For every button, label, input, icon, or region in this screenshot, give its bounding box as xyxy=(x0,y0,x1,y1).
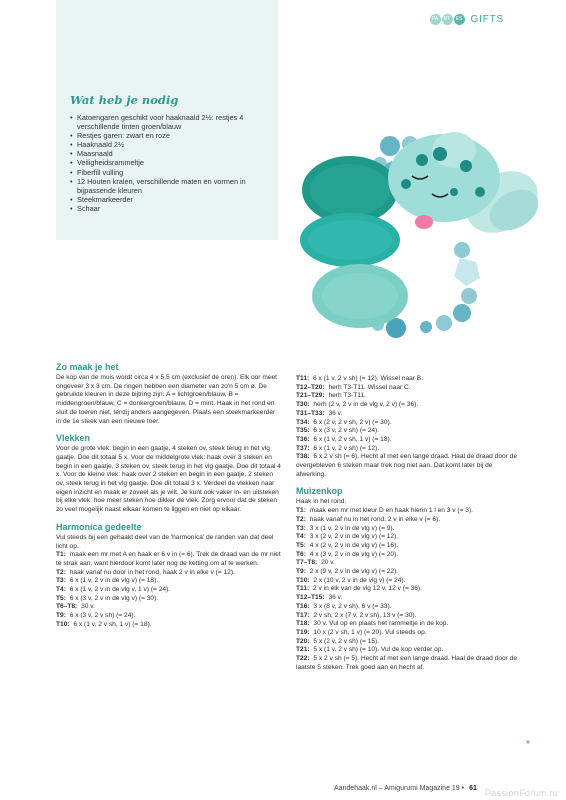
row-text: 6 x (1 v, 2 v sh) (= 12). xyxy=(313,444,380,452)
pattern-row xyxy=(56,569,282,578)
row-label: T4: xyxy=(296,533,306,541)
row-label: T11: xyxy=(296,375,310,382)
row-label: T10: xyxy=(296,576,310,584)
pattern-row xyxy=(296,551,520,560)
pattern-row xyxy=(296,585,520,594)
row-label: T19: xyxy=(296,628,310,636)
row-label: T20: xyxy=(296,637,310,645)
row-text: 5 x 2 v sh (= 5). Hecht af met een lange draad. Haal de draad door de laatste 5 steken. Trek goed aan en hecht af. xyxy=(296,655,518,671)
row-text: 10 x (2 v sh, 1 v) (= 20). Vul steeds op. xyxy=(313,628,427,636)
pattern-row xyxy=(296,445,520,454)
row-label: T7–T8: xyxy=(296,559,318,567)
row-label: T34: xyxy=(296,418,310,426)
mouse-head xyxy=(388,132,549,245)
pattern-row xyxy=(296,655,520,672)
category-dot: ES xyxy=(454,14,465,25)
row-text: herh (2 v, 2 v in de vlg v, 2 v) (= 36). xyxy=(313,401,419,409)
row-label: T2: xyxy=(56,568,66,576)
teething-ring-photo xyxy=(294,110,552,340)
row-text: 2 x (9 v, 2 v in de vlg v) (= 22). xyxy=(309,568,399,576)
pattern-row xyxy=(296,375,520,384)
row-text: 3 x (8 v, 2 v sh), 6 v (= 33). xyxy=(313,602,392,610)
pattern-row xyxy=(56,595,282,604)
row-label: T2: xyxy=(296,515,306,523)
pattern-row xyxy=(296,542,520,551)
row-label: T1: xyxy=(56,551,66,559)
pattern-row xyxy=(296,384,520,393)
pattern-row xyxy=(56,577,282,586)
row-text: 6 x (1 v, 2 v sh, 1 v) (= 18). xyxy=(313,435,392,443)
row-text: maak een mr met kleur D en haak hierin 1 l en 3 v (= 3). xyxy=(309,507,474,515)
row-label: T9: xyxy=(56,612,66,620)
row-label: T11: xyxy=(296,585,310,593)
row-label: T3: xyxy=(296,524,306,532)
materials-item: • Fiberfill vulling xyxy=(70,168,276,177)
pattern-row xyxy=(296,568,520,577)
row-text: 5 x (1 v, 2 v sh) (= 10). Vul de kop verder op. xyxy=(313,646,444,654)
row-label: T12–T15: xyxy=(296,594,325,602)
page-number: 61 xyxy=(469,785,477,792)
section-title: Vlekken xyxy=(56,433,91,444)
pattern-row xyxy=(56,621,282,630)
row-text: 6 x (1 v, 2 v in de vlg v) (= 18). xyxy=(69,577,159,585)
pattern-row xyxy=(296,453,520,479)
row-label: T31–T33: xyxy=(296,409,325,417)
pattern-row xyxy=(296,525,520,534)
pattern-row xyxy=(296,559,520,568)
row-label: T21–T29: xyxy=(296,392,325,400)
pattern-row xyxy=(296,410,520,419)
row-text: 4 x (2 v, 2 v in de vlg v) (= 16). xyxy=(309,541,399,549)
row-label: T17: xyxy=(296,611,310,619)
row-text: 20 v. xyxy=(321,559,335,567)
row-label: T5: xyxy=(56,594,66,602)
category-dot: RT xyxy=(442,14,453,25)
row-label: T38: xyxy=(296,453,310,461)
row-text: 30 v. xyxy=(81,603,95,611)
row-text: 36 v. xyxy=(328,594,343,602)
row-label: T1: xyxy=(296,507,306,515)
materials-item: • Restjes garen: zwart en roze xyxy=(70,131,276,140)
harmonica-paragraph: Vul steeds bij een gehaakt deel van de 'harmonica' de randen van dat deel licht op. xyxy=(56,533,274,550)
pattern-row xyxy=(296,629,520,638)
row-text: 6 x 2 v sh (= 6). Hecht af met een lange draad. Haal de draad door de overgebleven 6 steken maar trek nog niet aan. Dat komt later bij de afwerking. xyxy=(296,453,518,478)
row-text: 30 v. Vul op en plaats het rammeltje in de kop. xyxy=(313,620,449,628)
pattern-row xyxy=(296,427,520,436)
row-text: 2 x (10 v, 2 v in de vlg v) (= 24). xyxy=(313,576,406,584)
materials-panel xyxy=(56,0,278,240)
materials-list xyxy=(70,113,276,213)
row-label: T10: xyxy=(56,620,70,628)
row-label: T12–T20: xyxy=(296,383,325,391)
category-dot: PA xyxy=(430,14,441,25)
pattern-row xyxy=(296,612,520,621)
row-text: herh T3-T11. Wissel naar C. xyxy=(328,383,411,391)
row-text: 36 v. xyxy=(328,409,343,417)
category-dots xyxy=(430,14,465,25)
pattern-row xyxy=(296,594,520,603)
row-text: 2 v in elk van de vlg 12 v, 12 v (= 36). xyxy=(313,585,422,593)
row-text: 6 x (1 v, 2 v sh) (= 12). Wissel naar B. xyxy=(313,375,424,382)
materials-item: • Schaar xyxy=(70,204,276,213)
row-text: 4 x (3 v, 2 v in de vlg v) (= 20). xyxy=(309,550,399,558)
section-title: Muizenkop xyxy=(296,486,343,497)
section-title: Zo maak je het xyxy=(56,362,119,372)
row-label: T4: xyxy=(56,586,66,594)
continue-arrow-icon: » xyxy=(526,739,530,746)
row-label: T5: xyxy=(296,541,306,549)
watermark: PassionForum.ru xyxy=(484,788,558,798)
row-label: T6–T8: xyxy=(56,603,78,611)
pattern-row xyxy=(296,577,520,586)
row-text: haak vanaf nu door in het rond, haak 2 v in elke v (= 12). xyxy=(69,568,235,576)
materials-item: • Maasnaald xyxy=(70,149,276,158)
row-text: 2 v sh, 2 x (7 v, 2 v sh), 13 v (= 30). xyxy=(313,611,417,619)
row-text: 6 x (1 v, 2 v in de vlg v, 1 v) (= 24). xyxy=(69,586,171,594)
instructions-left-column xyxy=(56,362,282,630)
instructions-right-column xyxy=(296,375,520,673)
materials-item: • Haaknaald 2½ xyxy=(70,140,276,149)
row-label: T30: xyxy=(296,401,310,409)
row-text: herh T3-T11. xyxy=(328,392,366,400)
pattern-row xyxy=(56,586,282,595)
row-text: 6 x (2 v, 2 v sh, 2 v) (= 30). xyxy=(313,418,392,426)
pattern-row xyxy=(56,551,282,568)
row-text: 6 x (3 v, 2 v in de vlg v) (= 30). xyxy=(69,594,159,602)
pattern-row xyxy=(296,392,520,401)
row-label: T16: xyxy=(296,602,310,610)
page-header xyxy=(430,14,504,25)
row-label: T3: xyxy=(56,577,66,585)
row-text: maak een mr met A en haak er 6 v in (= 6). Trek de draad van de mr niet te strak aan, want hierdoor komt later nog de ketting om af te werken. xyxy=(56,551,281,567)
pattern-row xyxy=(56,603,282,612)
materials-item: • 12 Houten kralen, verschillende maten en vormen in bijpassende kleuren xyxy=(70,177,276,195)
intro-paragraph: De kop van de muis wordt circa 4 x 5,5 cm (exclusief de oren). Elk oor meet ongeveer 3 x 3 cm. De ringen hebben een diameter van zo'n 5 cm ø. De gebruikte kleuren in deze bijtring zijn: A = lichtgroen/blauw, B = middengroen/blauw, C = donkergroen/blauw, D = mint. Haak in het rond en sluit de toeren niet, tenzij anders aangegeven. Plaats een steekmarkeerder in de 1e steek van een nieuwe toer. xyxy=(56,374,277,425)
pattern-row xyxy=(296,507,520,516)
materials-title: Wat heb je nodig xyxy=(70,93,179,107)
row-label: T37: xyxy=(296,444,310,452)
row-label: T22: xyxy=(296,655,310,663)
spots-paragraph: Voor de grote vlek: begin in een gaatje, 4 steken ov, steek terug in het vlg gaatje. Doe dit totaal 5 x. Voor de middelgrote vlek: haak over 3 steken en begin in een gaatje, 3 steken ov, steek terug in het vlg gaatje. Doe dit totaal 4 x. Voor de kleine vlek: haak over 2 steken en begin in een gaatje, 2 steken ov, steek terug in het vlg gaatje. Doe dit totaal 3 x. Verdeel de vlekken naar eigen inzicht en maak er zoveel als je wilt. Je kunt ook vaker in- en uitsteken bij elke vlek: hoe meer steken hoe dikker de vlek. Zorg ervoor dat de steken zo veel mogelijk naast elkaar komen te liggen en niet op elkaar. xyxy=(56,445,281,514)
pattern-row xyxy=(296,436,520,445)
footer-separator: • xyxy=(461,785,465,792)
materials-item: • Katoengaren geschikt voor haaknaald 2½: restjes 4 verschillende tinten groen/blauw xyxy=(70,113,276,131)
category-label: GIFTS xyxy=(470,14,504,25)
row-text: 3 x (2 v, 2 v in de vlg v) (= 12). xyxy=(309,533,399,541)
row-label: T35: xyxy=(296,427,310,435)
row-label: T9: xyxy=(296,568,306,576)
pattern-row xyxy=(296,646,520,655)
row-text: 3 x (1 v, 2 v in de vlg v) (= 9). xyxy=(309,524,395,532)
footer-source: Aandehaak.nl – Amigurumi Magazine 19 xyxy=(334,785,460,792)
head-intro: Haak in het rond. xyxy=(296,498,347,506)
pattern-row xyxy=(296,603,520,612)
row-text: haak vanaf nu in het rond, 2 v in elke v (= 6). xyxy=(309,515,441,523)
row-label: T21: xyxy=(296,646,310,654)
pattern-row xyxy=(296,620,520,629)
row-text: 5 x (2 v, 2 v sh) (= 15). xyxy=(313,637,380,645)
row-label: T36: xyxy=(296,435,310,443)
row-label: T6: xyxy=(296,550,306,558)
section-title: Harmonica gedeelte xyxy=(56,521,142,532)
pattern-row xyxy=(296,516,520,525)
page-footer xyxy=(334,785,477,792)
materials-item: • Steekmarkeerder xyxy=(70,195,276,204)
pattern-row xyxy=(296,419,520,428)
row-label: T18: xyxy=(296,620,310,628)
row-text: 6 x (3 v, 2 v sh) (= 24). xyxy=(313,427,380,435)
pattern-row xyxy=(56,612,282,621)
row-text: 6 x (3 v, 2 v sh) (= 24). xyxy=(69,612,136,620)
pattern-row xyxy=(296,401,520,410)
pattern-row xyxy=(296,638,520,647)
row-text: 6 x (1 v, 2 v sh, 1 v) (= 18). xyxy=(73,620,152,628)
pattern-row xyxy=(296,533,520,542)
materials-item: • Veiligheidsrammeltje xyxy=(70,158,276,167)
